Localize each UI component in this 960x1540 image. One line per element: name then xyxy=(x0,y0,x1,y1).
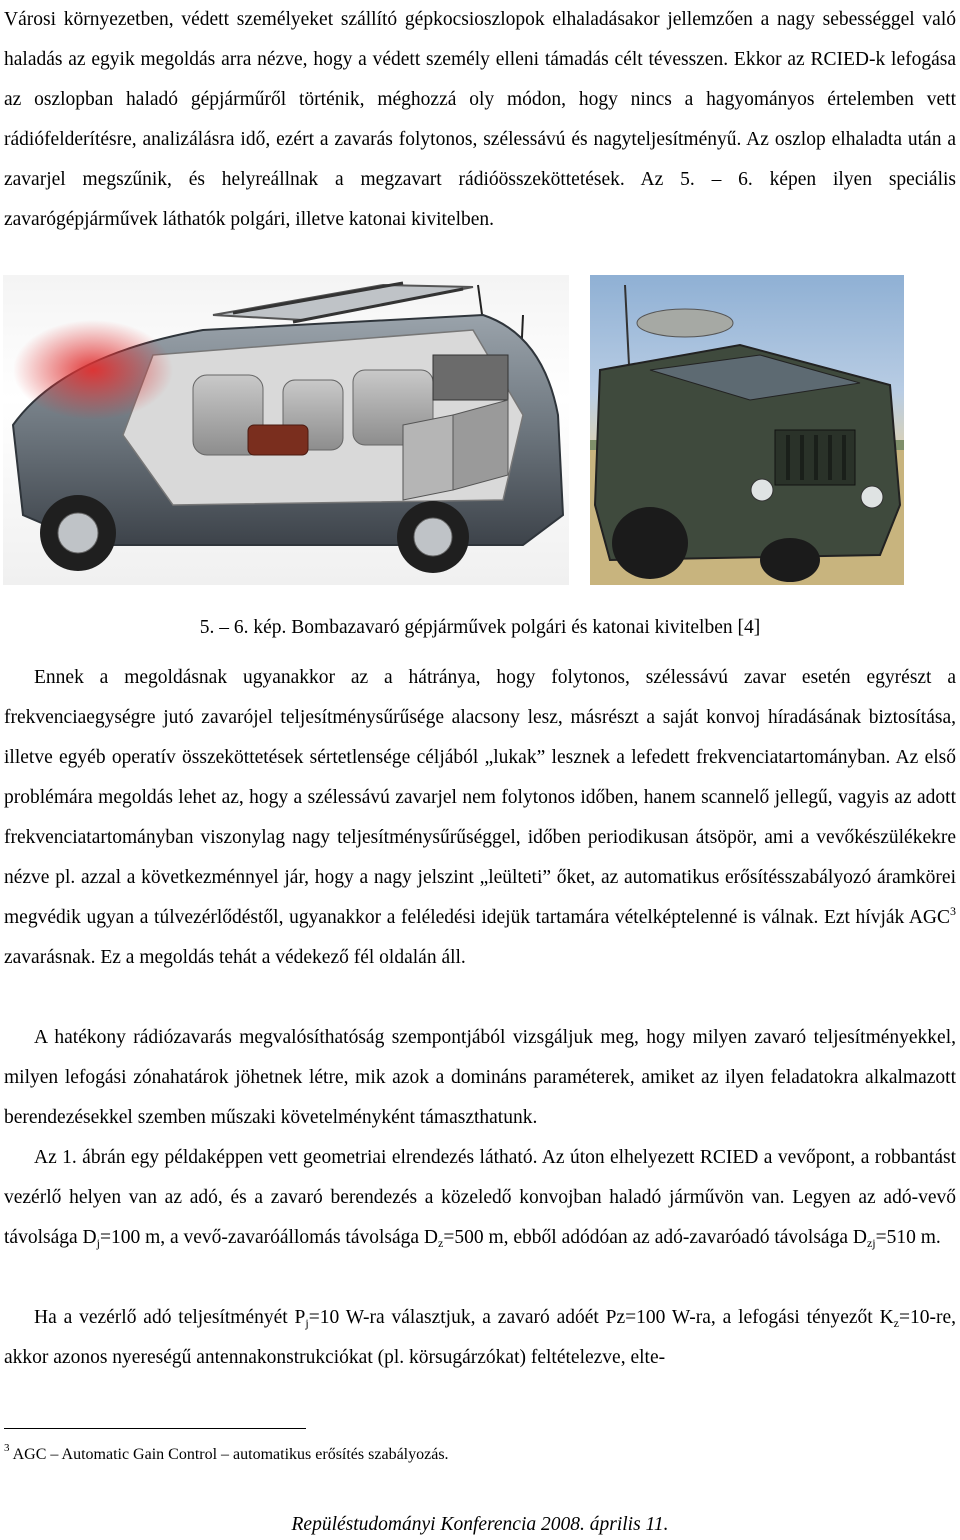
figure-caption: 5. – 6. kép. Bombazavaró gépjárművek polgári és katonai kivitelben [4] xyxy=(199,617,761,638)
footnote-divider xyxy=(4,1428,306,1429)
paragraph-intro: Városi környezetben, védett személyeket szállító gépkocsioszlopok elhaladásakor jellemzően a nagy sebességgel való haladás az egyik megoldás arra nézve, hogy a védett személy elleni támadás célt tévesszen. Ekkor az RCIED-k lefogása az oszlopban haladó gépjárműről történik, méghozzá oly módon, hogy nincs a hagyományos értelemben vett rádiófelderítésre, analizálásra idő, ezért a zavarás folytonos, szélessávú és nagyteljesítményű. Az oszlop elhaladta után a zavarjel megszűnik, és helyreállnak a megzavart rádióösszeköttetések. Az 5. – 6. képen ilyen speciális zavarógépjárművek láthatók polgári, illetve katonai kivitelben. xyxy=(4,9,956,230)
page-footer: Repüléstudományi Konferencia 2008. április 11. xyxy=(291,1514,669,1535)
figure-civilian-jammer-van xyxy=(3,275,569,585)
footnote xyxy=(4,1438,449,1472)
footnote-ref[interactable]: 3 xyxy=(950,904,956,918)
geometry-text-4: =510 m. xyxy=(875,1227,941,1248)
paragraph-power xyxy=(4,1298,956,1378)
subscript-j-power: j xyxy=(305,1316,309,1330)
geometry-text-1: Az 1. ábrán egy példaképpen vett geometriai elrendezés látható. Az úton elhelyezett RCIED a vevőpont, a robbantást vezérlő helyen van az adó, és a zavaró berendezés a közeledő konvojban haladó járművön van. Legyen az adó-vevő távolsága D xyxy=(4,1147,956,1248)
paragraph-geometry xyxy=(4,1138,956,1258)
subscript-z-power: z xyxy=(893,1316,899,1330)
footnote-mark: 3 xyxy=(4,1442,10,1454)
subscript-zj: zj xyxy=(866,1236,876,1250)
footnote-text: AGC – Automatic Gain Control – automatikus erősítés szabályozás. xyxy=(9,1446,449,1463)
paragraph-jamming: A hatékony rádiózavarás megvalósíthatóság szempontjából vizsgáljuk meg, hogy milyen zavaró teljesítményekkel, milyen lefogási zónahatárok jöhetnek létre, mik azok a domináns paraméterek, amiket az ilyen feladatokra alkalmazott berendezésekkel szemben műszaki követelményként támaszthatunk. xyxy=(4,1027,956,1128)
paragraph-agc-text: Ennek a megoldásnak ugyanakkor az a hátránya, hogy folytonos, szélessávú zavar esetén egyrészt a frekvenciaegységre jutó zavarójel teljesítménysűrűsége alacsony lesz, másrészt a saját konvoj híradásának biztosítása, illetve egyéb operatív összeköttetések sértetlensége céljából „lukak” lesznek a lefedett frekvenciatartományban. Az első problémára megoldás lehet az, hogy a szélessávú zavarjel nem folytonos időben, hanem scannelő jellegű, vagyis az adott frekvenciatartományban viszonylag nagy teljesítménysűrűséggel, időben periodikusan átsöpör, ami a vevőkészülékekre nézve pl. azzal a következménnyel jár, hogy a nagy jelszint „leülteti” őket, az automatikus erősítésszabályozó áramkörei megvédik ugyan a túlvezérlődéstől, ugyanakkor a feléledési idejük tartamára vételképtelenné is válnak. Ezt hívják AGC xyxy=(4,667,956,928)
paragraph-agc-text-end: zavarásnak. Ez a megoldás tehát a védekező fél oldalán áll. xyxy=(4,947,466,968)
subscript-j: j xyxy=(96,1236,100,1250)
power-text-3: =10-re, akkor azonos nyereségű antennakonstrukciókat (pl. körsugárzókat) feltételezve, elte- xyxy=(4,1307,956,1368)
humvee-illustration xyxy=(590,275,904,585)
power-text-2: =10 W-ra választjuk, a zavaró adóét Pz=100 W-ra, a lefogási tényezőt K xyxy=(308,1307,894,1328)
paragraph-agc xyxy=(4,658,956,978)
geometry-text-2: =100 m, a vevő-zavaróállomás távolsága D xyxy=(99,1227,439,1248)
subscript-z: z xyxy=(438,1236,444,1250)
van-illustration xyxy=(3,275,569,585)
figure-military-jammer-humvee xyxy=(590,275,904,585)
geometry-text-3: =500 m, ebből adódóan az adó-zavaróadó távolsága D xyxy=(443,1227,867,1248)
power-text-1: Ha a vezérlő adó teljesítményét P xyxy=(34,1307,306,1328)
